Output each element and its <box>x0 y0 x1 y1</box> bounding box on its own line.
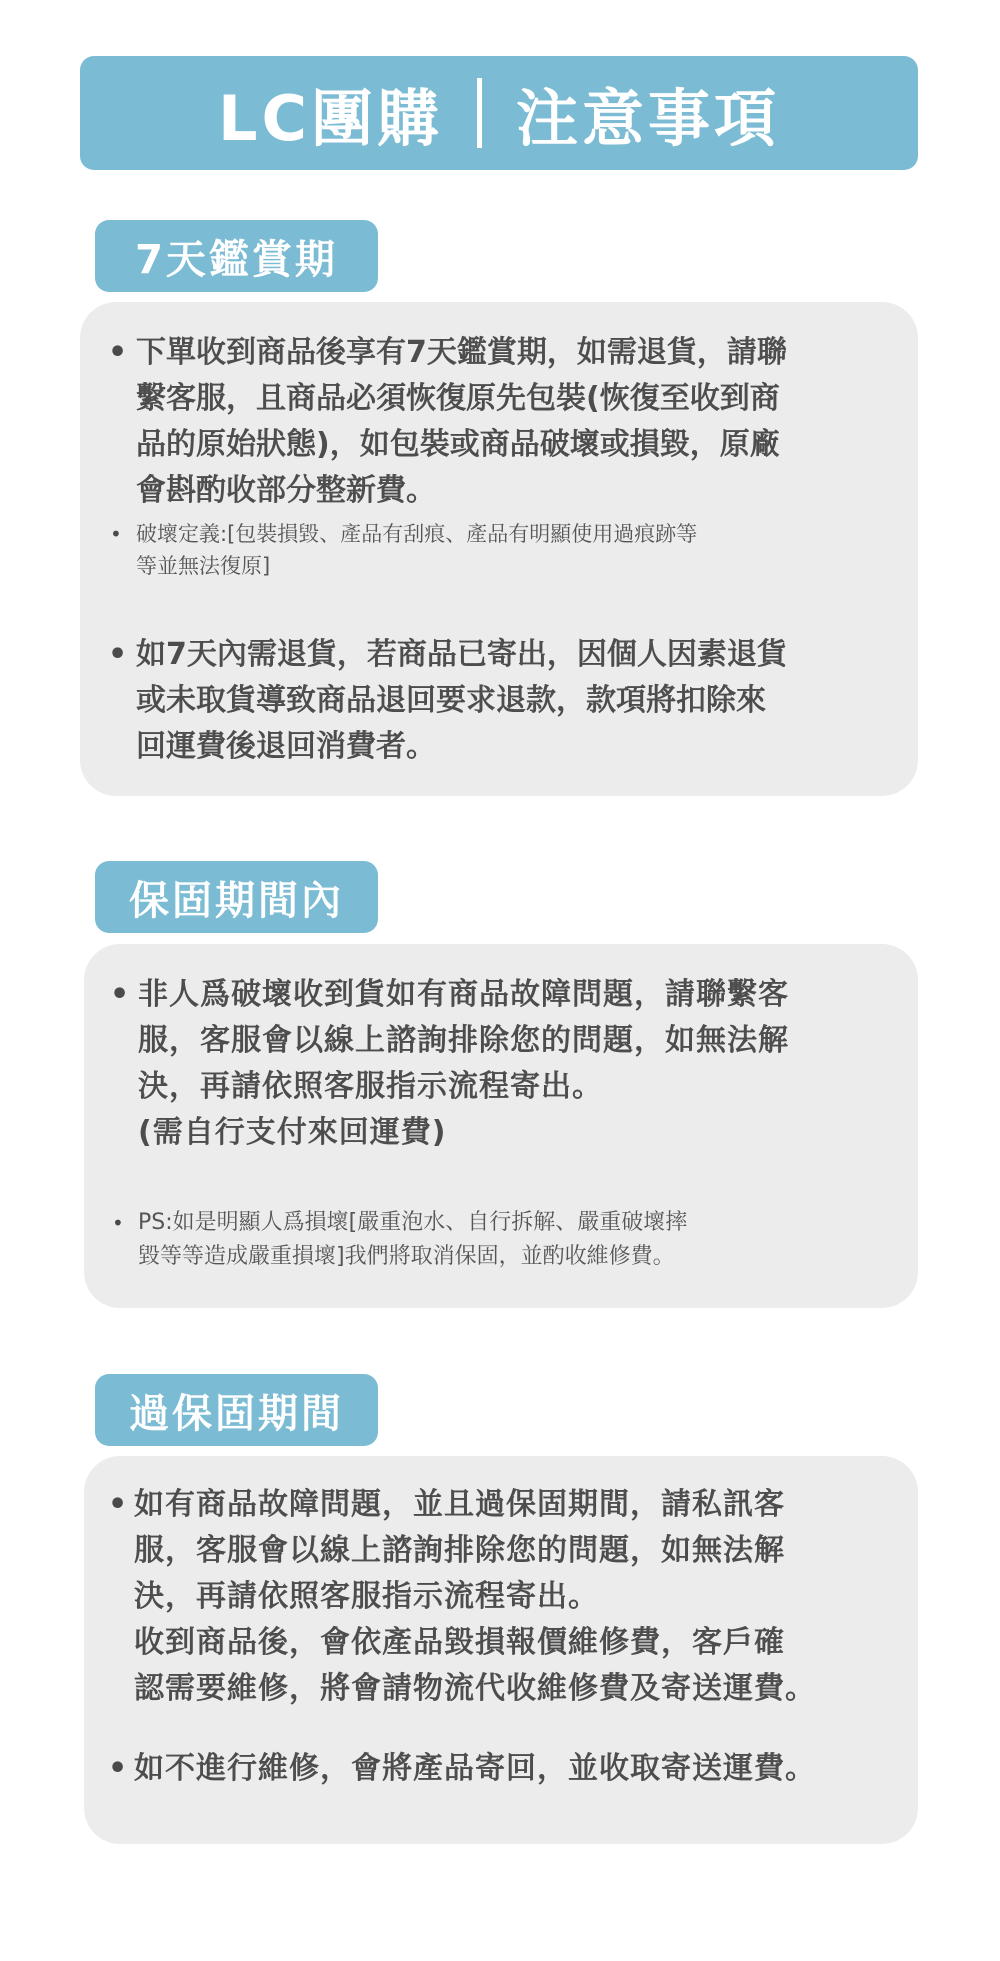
page-title: 注意事項 <box>516 81 781 155</box>
section-card-within-warranty <box>84 944 918 1308</box>
section-tab-within-warranty: 保固期間內 <box>95 861 378 933</box>
list-item: 非人爲破壞收到貨如有商品故障問題，請聯繫客 服，客服會以線上諮詢排除您的問題，如無法解 決，再請依照客服指示流程寄出。 (需自行支付來回運費) <box>138 977 789 1150</box>
bullet-dot: • <box>112 1211 124 1235</box>
bullet-dot: • <box>108 637 128 672</box>
page-title-brand: LC團購 <box>217 81 443 155</box>
bullet-dot: • <box>110 977 130 1012</box>
list-item-note: 破壞定義:[包裝損毀、產品有刮痕、產品有明顯使用過痕跡等 等並無法復原] <box>136 522 698 578</box>
bullet-dot: • <box>108 1487 128 1522</box>
list-item: 如7天內需退貨，若商品已寄出，因個人因素退貨 或未取貨導致商品退回要求退款，款項將扣除來 回運費後退回消費者。 <box>136 637 787 764</box>
list-item: 如有商品故障問題，並且過保固期間，請私訊客 服，客服會以線上諮詢排除您的問題，如無法解 決，再請依照客服指示流程寄出。 收到商品後，會依產品毀損報價維修費，客戶確 認需要維修，將會請物流代收維修費及寄送運費。 <box>134 1487 816 1706</box>
section-tab-appreciation-period: 7天鑑賞期 <box>95 220 378 292</box>
section-card-after-warranty <box>84 1456 918 1844</box>
title-divider <box>477 78 482 148</box>
list-item: 下單收到商品後享有7天鑑賞期，如需退貨，請聯 繫客服，且商品必須恢復原先包裝(恢復至收到商 品的原始狀態)，如包裝或商品破壞或損毀，原廠 會斟酌收部分整新費。 <box>136 335 787 508</box>
bullet-dot: • <box>110 522 122 546</box>
bullet-dot: • <box>108 335 128 370</box>
list-item: 如不進行維修，會將產品寄回，並收取寄送運費。 <box>134 1751 816 1786</box>
list-item-note: PS:如是明顯人爲損壞[嚴重泡水、自行拆解、嚴重破壞摔 毀等等造成嚴重損壞]我們將取消保固，並酌收維修費。 <box>138 1210 688 1269</box>
bullet-dot: • <box>108 1751 128 1786</box>
page-title-banner <box>80 56 918 170</box>
section-card-appreciation-period <box>80 302 918 796</box>
section-tab-after-warranty: 過保固期間 <box>95 1374 378 1446</box>
